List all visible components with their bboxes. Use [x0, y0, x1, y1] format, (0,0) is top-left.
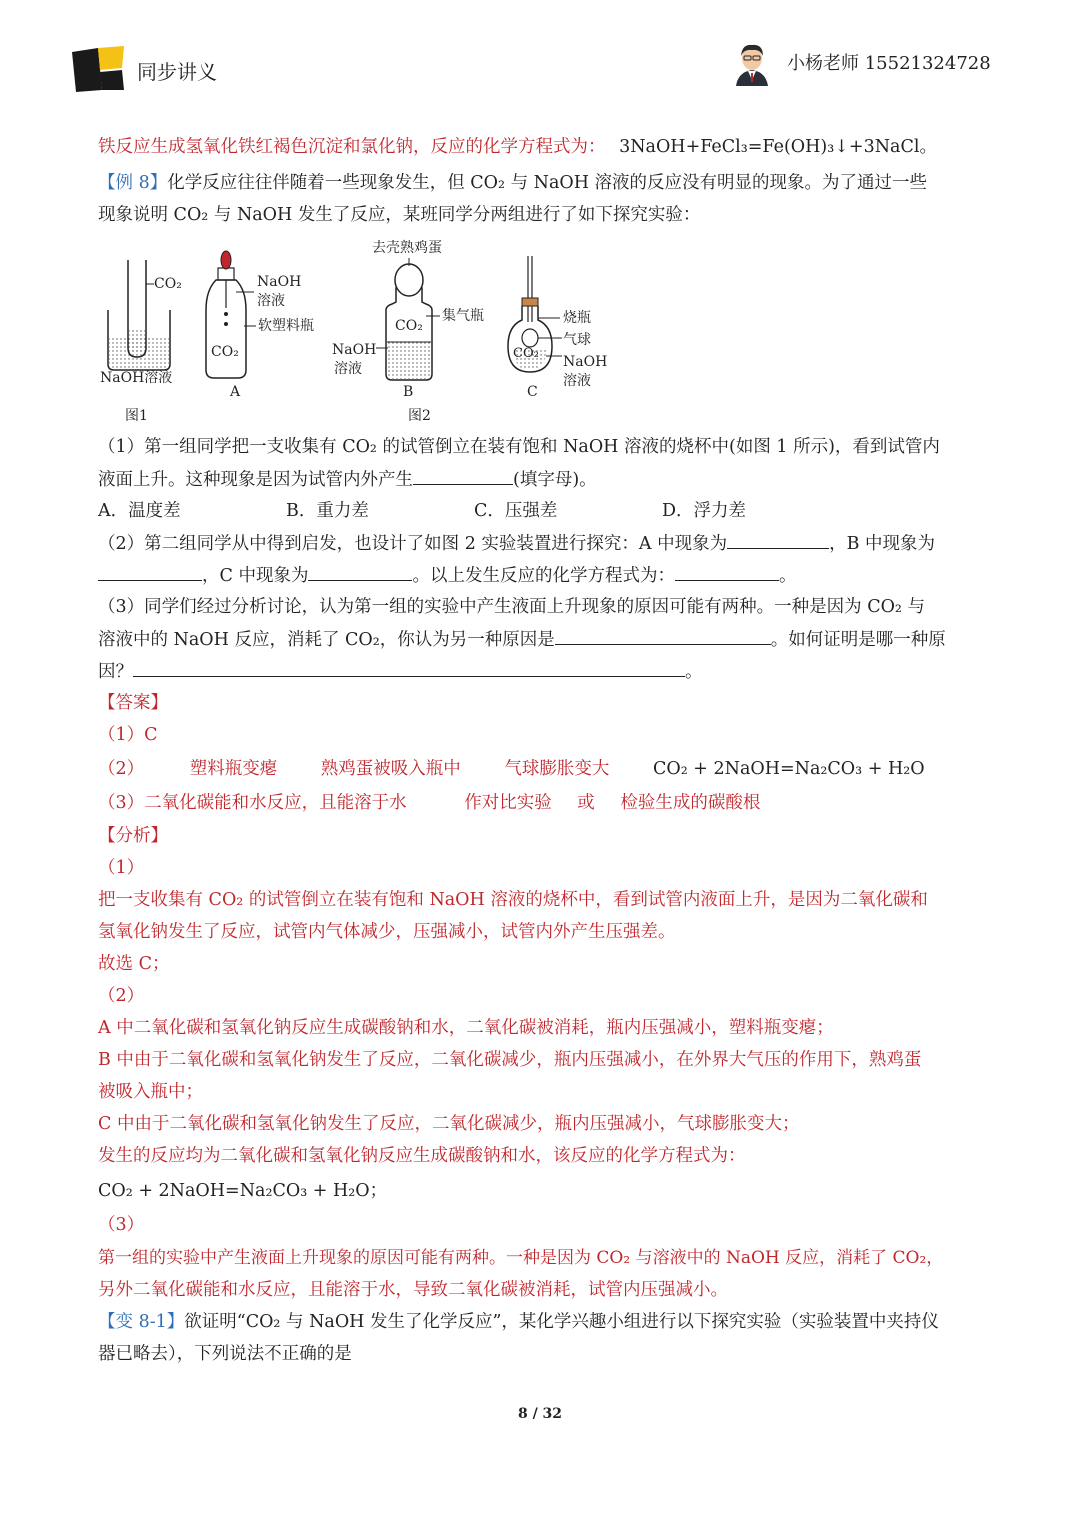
analysis-3-label: （3）	[98, 1215, 145, 1235]
analysis-1-label: （1）	[98, 858, 145, 878]
analysis-3-line-2: 另外二氧化碳能和水反应，且能溶于水，导致二氧化碳被消耗，试管内压强减小。	[98, 1280, 728, 1300]
page-number: 8 / 32	[517, 1406, 563, 1422]
teacher-contact: 小杨老师 15521324728	[787, 53, 991, 74]
q3-text-d: 。	[685, 662, 703, 682]
q1-option-a: A．温度差	[98, 501, 181, 521]
analysis-1-line-1: 把一支收集有 CO₂ 的试管倒立在装有饱和 NaOH 溶液的烧杯中，看到试管内液面上升，是因为二氧化碳和	[98, 890, 928, 910]
q2-text-b: ，B 中现象为	[829, 534, 936, 554]
answer-3-c: 检验生成的碳酸根	[620, 793, 761, 813]
q3-line-2	[98, 628, 946, 651]
q3-blank-proof[interactable]	[133, 660, 685, 677]
analysis-2-d: 发生的反应均为二氧化碳和氢氧化钠反应生成碳酸钠和水，该反应的化学方程式为：	[98, 1146, 746, 1166]
example-line-1	[98, 172, 927, 194]
q1-line-2	[98, 468, 597, 491]
answer-3-or: 或	[577, 793, 595, 813]
fig-c-co2: CO₂	[513, 346, 539, 361]
intro-line	[98, 136, 937, 158]
answer-2-c: 气球膨胀变大	[504, 759, 610, 779]
q2-blank-equation[interactable]	[675, 564, 779, 581]
fig-a-naoh-2: 溶液	[257, 293, 285, 309]
analysis-title: 【分析】	[98, 826, 168, 846]
analysis-2-label: （2）	[98, 986, 145, 1006]
q2-blank-c[interactable]	[308, 564, 412, 581]
variant-line-2: 器已略去），下列说法不正确的是	[98, 1344, 352, 1364]
fig-b-co2: CO₂	[395, 318, 423, 334]
q1-option-c: C．压强差	[474, 501, 558, 521]
variant-tag: 【变 8-1】	[98, 1312, 185, 1332]
q1-option-d: D．浮力差	[662, 501, 747, 521]
q2-text-e: 。	[778, 566, 797, 586]
answer-2-b: 熟鸡蛋被吸入瓶中	[320, 759, 461, 779]
q3-line-1: （3）同学们经过分析讨论，认为第一组的实验中产生液面上升现象的原因可能有两种。一种是因为 CO₂ 与	[98, 597, 926, 617]
variant-text-1: 欲证明“CO₂ 与 NaOH 发生了化学反应”，某化学兴趣小组进行以下探究实验（实验装置中夹持仪	[184, 1312, 939, 1332]
answer-3-b: 作对比实验	[464, 793, 552, 813]
fig-b-letter: B	[403, 384, 414, 400]
fig-c-flask: 烧瓶	[563, 310, 591, 326]
analysis-3-line-1: 第一组的实验中产生液面上升现象的原因可能有两种。一种是因为 CO₂ 与溶液中的 NaOH 反应，消耗了 CO₂，	[98, 1248, 944, 1268]
q3-text-a: 溶液中的 NaOH 反应，消耗了 CO₂，你认为另一种原因是	[98, 630, 555, 650]
q2-blank-a[interactable]	[727, 532, 829, 549]
intro-equation: 3NaOH+FeCl₃=Fe(OH)₃↓+3NaCl。	[619, 137, 937, 157]
fig-c-letter: C	[527, 384, 538, 400]
q3-text-b: 。如何证明是哪一种原	[770, 630, 946, 650]
analysis-1-line-2: 氢氧化钠发生了反应，试管内气体减少，压强减小，试管内外产生压强差。	[98, 922, 676, 942]
fig-b-naoh-2: 溶液	[334, 361, 362, 377]
fig-c-naoh-1: NaOH	[563, 354, 608, 370]
q2-blank-b[interactable]	[98, 564, 202, 581]
fig1-caption: 图1	[125, 408, 148, 424]
fig-b-jar: 集气瓶	[442, 308, 484, 324]
q1-answer-blank[interactable]	[413, 468, 513, 485]
answer-2	[98, 758, 925, 780]
analysis-2-equation: CO₂ + 2NaOH=Na₂CO₃ + H₂O；	[98, 1181, 388, 1201]
q1-option-b: B．重力差	[286, 501, 369, 521]
experiment-figure	[0, 230, 1080, 430]
fig1-naoh-label: NaOH溶液	[100, 370, 173, 386]
answer-title: 【答案】	[98, 693, 168, 713]
q2-line-2	[98, 564, 796, 587]
fig2-caption: 图2	[408, 408, 431, 424]
answer-2-a: 塑料瓶变瘪	[189, 759, 278, 779]
answer-2-label: （2）	[98, 759, 145, 779]
analysis-2-b2: 被吸入瓶中；	[98, 1082, 203, 1102]
analysis-2-b1: B 中由于二氧化碳和氢氧化钠发生了反应，二氧化碳减少，瓶内压强减小，在外界大气压的作用下，熟鸡蛋	[98, 1050, 922, 1070]
logo	[72, 46, 128, 94]
fig-a-letter: A	[230, 384, 241, 400]
fig-a-co2: CO₂	[211, 344, 239, 360]
q3-blank-reason[interactable]	[555, 628, 771, 645]
q2-text-a: （2）第二组同学从中得到启发，也设计了如图 2 实验装置进行探究：A 中现象为	[98, 534, 728, 554]
intro-red-text: 铁反应生成氢氧化铁红褐色沉淀和氯化钠，反应的化学方程式为：	[98, 137, 606, 157]
teacher-avatar	[732, 40, 772, 86]
q2-text-c: ，C 中现象为	[202, 566, 309, 586]
q2-line-1	[98, 532, 935, 555]
answer-3-a: （3）二氧化碳能和水反应，且能溶于水	[98, 793, 407, 813]
fig-b-egg: 去壳熟鸡蛋	[372, 240, 442, 256]
q2-text-d: 。以上发生反应的化学方程式为：	[412, 566, 675, 586]
example-line-2: 现象说明 CO₂ 与 NaOH 发生了反应，某班同学分两组进行了如下探究实验：	[98, 205, 701, 225]
variant-line-1	[98, 1311, 939, 1333]
analysis-2-c: C 中由于二氧化碳和氢氧化钠发生了反应，二氧化碳减少，瓶内压强减小，气球膨胀变大；	[98, 1114, 800, 1134]
fig-a-naoh-1: NaOH	[257, 274, 302, 290]
header-title: 同步讲义	[137, 60, 217, 84]
q1-hint: (填字母)。	[513, 470, 597, 490]
fig-c-naoh-2: 溶液	[563, 373, 591, 389]
answer-3	[98, 792, 760, 814]
analysis-1-line-3: 故选 C；	[98, 954, 170, 974]
example-tag: 【例 8】	[98, 173, 168, 193]
q3-text-c: 因？	[98, 662, 133, 682]
example-text-1: 化学反应往往伴随着一些现象发生，但 CO₂ 与 NaOH 溶液的反应没有明显的现象。为了通过一些	[167, 173, 928, 193]
q1-text: 液面上升。这种现象是因为试管内外产生	[98, 470, 413, 490]
q3-line-3	[98, 660, 703, 683]
fig-b-naoh-1: NaOH	[332, 342, 377, 358]
answer-2-equation: CO₂ + 2NaOH=Na₂CO₃ + H₂O	[652, 759, 925, 779]
fig-a-bottle: 软塑料瓶	[258, 318, 314, 334]
fig1-co2-label: CO₂	[154, 276, 182, 292]
fig-c-balloon: 气球	[563, 332, 591, 348]
analysis-2-a: A 中二氧化碳和氢氧化钠反应生成碳酸钠和水，二氧化碳被消耗，瓶内压强减小，塑料瓶变瘪；	[98, 1018, 834, 1038]
q1-line-1: （1）第一组同学把一支收集有 CO₂ 的试管倒立在装有饱和 NaOH 溶液的烧杯中(如图 1 所示)，看到试管内	[98, 437, 940, 457]
answer-1: （1）C	[98, 725, 158, 745]
